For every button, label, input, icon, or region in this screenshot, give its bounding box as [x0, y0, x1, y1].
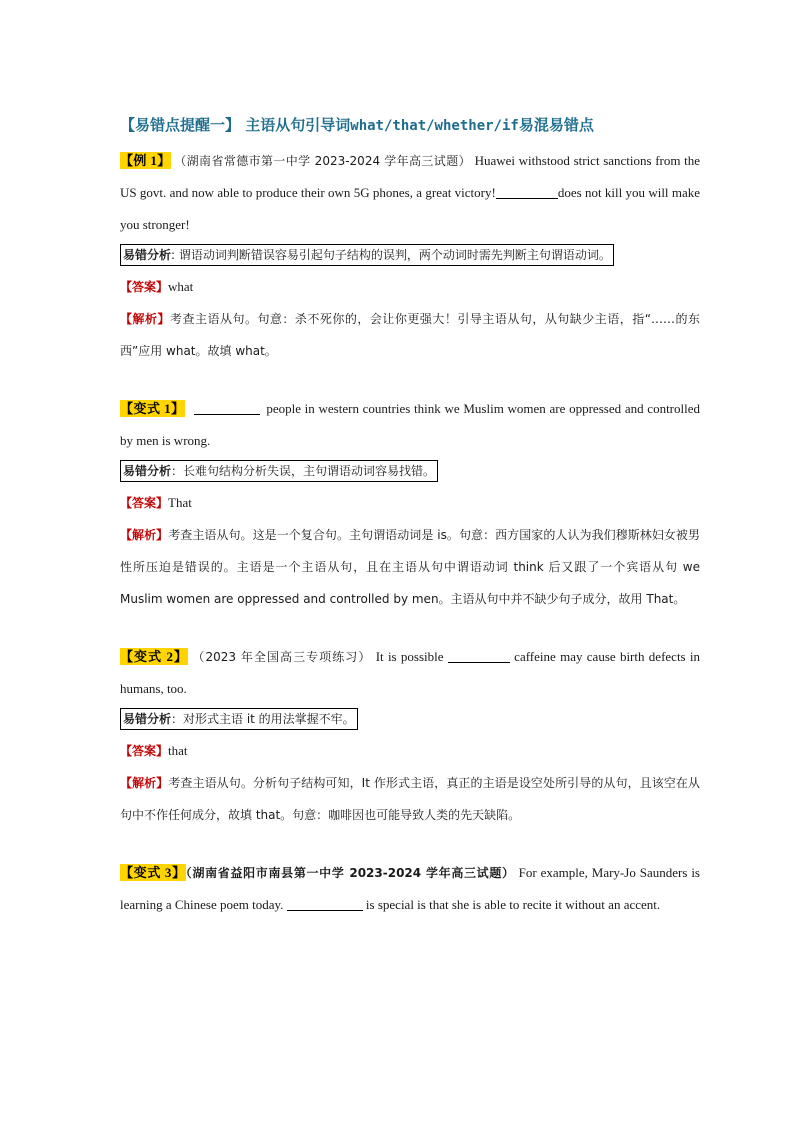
variant2-explanation — [120, 767, 700, 831]
explain-text: 考查主语从句。分析句子结构可知，It 作形式主语，真正的主语是设空处所引导的从句，且该空在从句中不作任何成分，故填 that。句意：咖啡因也可能导致人类的先天缺陷。 — [120, 776, 700, 822]
answer-blank[interactable] — [194, 400, 260, 415]
explain-label: 【解析】 — [120, 776, 169, 790]
answer-blank[interactable] — [287, 896, 363, 911]
example1-analysis-box — [120, 244, 614, 266]
variant2-analysis-box — [120, 708, 358, 730]
example1-explanation — [120, 303, 700, 367]
variant1-explanation — [120, 519, 700, 615]
example1-text-b: does not kill you will make you stronger! — [120, 185, 701, 232]
variant2-text-a: It is possible — [375, 649, 444, 664]
variant1-text: people in western countries think we Muslim women are oppressed and controlled by men is wrong. — [120, 401, 701, 448]
explain-text: 考查主语从句。这是一个复合句。主句谓语动词是 is。句意：西方国家的人认为我们穆斯林妇女被男性所压迫是错误的。主语是一个主语从句，且在主语从句中谓语动词 think 后又跟了一个宾语从句 we Muslim women are oppressed and controlled by men。主语从句中并不缺少句子成分，故用 That。 — [120, 528, 700, 606]
variant2-text-b: caffeine may cause birth defects in humans, too. — [120, 649, 701, 696]
heading-title-pre: 主语从句引导词 — [245, 116, 351, 134]
variant3-text-b: is special is that she is able to recite it without an accent. — [365, 897, 661, 912]
variant1-answer — [120, 487, 700, 519]
variant3-question — [120, 857, 700, 921]
analysis-text: ：对形式主语 it 的用法掌握不牢。 — [171, 712, 355, 726]
answer-value: that — [168, 743, 188, 758]
answer-value: That — [168, 495, 192, 510]
analysis-text: ：长难句结构分析失误，主句谓语动词容易找错。 — [171, 464, 436, 478]
analysis-label: 易错分析 — [123, 464, 172, 478]
explain-label: 【解析】 — [120, 528, 169, 542]
answer-blank[interactable] — [496, 184, 558, 199]
section-heading — [120, 112, 700, 139]
variant1-analysis-box — [120, 460, 438, 482]
analysis-text: : 谓语动词判断错误容易引起句子结构的误判，两个动词时需先判断主句谓语动词。 — [171, 248, 611, 262]
variant2-answer — [120, 735, 700, 767]
analysis-label: 易错分析 — [123, 712, 172, 726]
example1-question — [120, 145, 700, 241]
variant3-text-a: For example, Mary-Jo Saunders is learning a Chinese poem today. — [120, 865, 700, 912]
heading-title-post: 易混易错点 — [518, 116, 594, 134]
example1-answer — [120, 271, 700, 303]
answer-value: what — [168, 279, 194, 294]
variant3-source: （湖南省益阳市南县第一中学 2023-2024 学年高三试题） — [185, 866, 515, 880]
document-page — [120, 112, 700, 921]
analysis-label: 易错分析 — [123, 248, 172, 262]
variant3-tag: 【变式 3】 — [120, 865, 186, 880]
answer-label: 【答案】 — [120, 744, 169, 758]
variant2-source: （2023 年全国高三专项练习） — [192, 650, 372, 664]
answer-label: 【答案】 — [120, 280, 169, 294]
example1-text-a: Huawei withstood strict sanctions from the US govt. and now able to produce their own 5G phones, a great victory! — [120, 153, 700, 200]
answer-blank[interactable] — [448, 648, 510, 663]
example1-tag: 【例 1】 — [120, 153, 171, 168]
heading-title-code: what/that/whether/if — [350, 118, 519, 134]
answer-label: 【答案】 — [120, 496, 169, 510]
example1-source: （湖南省常德市第一中学 2023-2024 学年高三试题） — [174, 154, 471, 168]
variant2-tag: 【变式 2】 — [120, 649, 189, 664]
variant1-tag: 【变式 1】 — [120, 401, 185, 416]
heading-bracket: 【易错点提醒一】 — [120, 116, 241, 134]
variant1-question — [120, 393, 700, 457]
variant2-question — [120, 641, 700, 705]
explain-text: 考查主语从句。句意：杀不死你的，会让你更强大！引导主语从句，从句缺少主语，指“……的东西”应用 what。故填 what。 — [120, 312, 700, 358]
explain-label: 【解析】 — [120, 312, 170, 326]
